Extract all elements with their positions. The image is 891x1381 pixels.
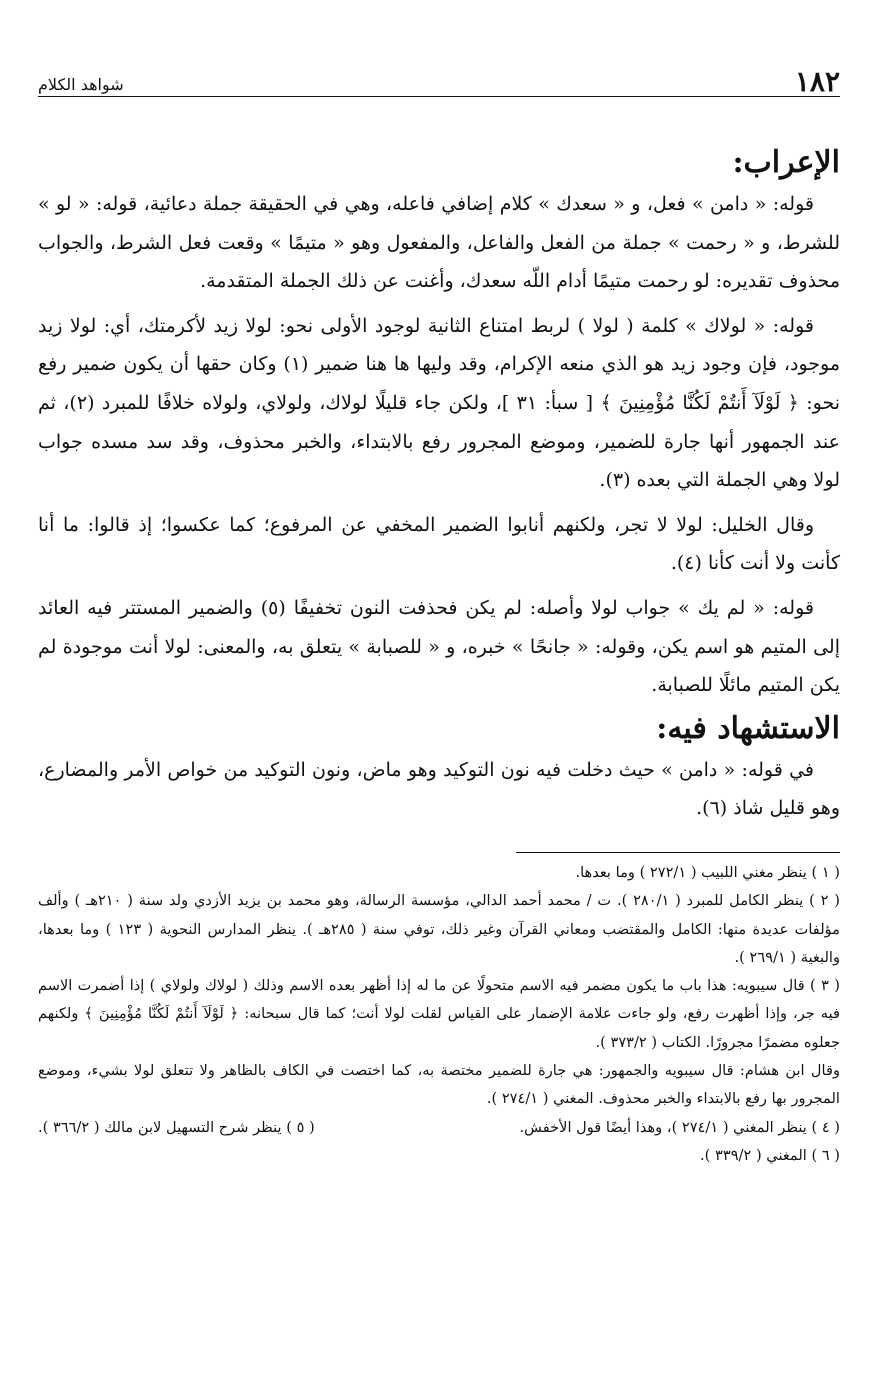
footnote-4: ( ٤ ) ينظر المغني ( ٢٧٤/١ )، وهذا أيضًا قول الأخفش. [519,1118,840,1136]
istishhad-paragraph-1: في قوله: « دامن » حيث دخلت فيه نون التوكيد وهو ماض، ونون التوكيد من خواص الأمر والمضارع، وهو قليل شاذ (٦). [38,758,840,820]
irab-paragraph-3: وقال الخليل: لولا لا تجر، ولكنهم أنابوا الضمير المخفي عن المرفوع؛ كما عكسوا؛ إذ قالوا: ما أنا كأنت ولا أنت كأنا (٤). [38,513,840,575]
section-heading-istishhad: الاستشهاد فيه: [656,710,840,746]
footnote-row-4-5 [38,1114,840,1142]
page-number: ١٨٢ [794,65,840,98]
footnote-5: ( ٥ ) ينظر شرح التسهيل لابن مالك ( ٣٦٦/٢ ). [38,1118,315,1136]
footnote-3: ( ٣ ) قال سيبويه: هذا باب ما يكون مضمر فيه الاسم متحولًا عن ما له إذا أظهر بعده الاسم وذلك ( لولاك ولولاي ) إذا أضمرت الاسم فيه جر، وإذا أظهرت رفع، ولو جاءت علامة الإضمار على القياس لقلت لولا أنت؛ كما قال سبحانه: ﴿ لَوْلَآ أَنتُمْ لَكُنَّا مُؤْمِنِينَ ﴾ ولكنهم جعلوه مضمرًا مجرورًا. الكتاب ( ٣٧٣/٢ ). [38,977,840,1051]
irab-paragraph-1: قوله: « دامن » فعل، و « سعدك » كلام إضافي فاعله، وهي في الحقيقة جملة دعائية، قوله: « لو » للشرط، و « رحمت » جملة من الفعل والفاعل، والمفعول وهو « متيمًا » وقعت فعل الشرط، والجواب محذوف تقديره: لو رحمت متيمًا أدام اللّه سعدك، وأغنت عن ذلك الجملة المتقدمة. [38,193,840,293]
footnote-separator [516,852,840,853]
section-heading-irab: الإعراب: [732,145,840,180]
irab-paragraph-2: قوله: « لولاك » كلمة ( لولا ) لربط امتناع الثانية لوجود الأولى نحو: لولا زيد لأكرمتك، أي: لولا زيد موجود، فإن وجود زيد هو الذي منعه الإكرام، وقد وليها ها هنا ضمير (١) وكان حقها أن يكون ضمير رفع نحو: ﴿ لَوْلَآ أَنتُمْ لَكُنَّا مُؤْمِنِينَ ﴾ [ سبأ: ٣١ ]، ولكن جاء قليلًا لولاك، ولولاي، ولولاه خلافًا للمبرد (٢)، ثم عند الجمهور أنها جارة للضمير، وموضع المجرور رفع بالابتداء، والخبر محذوف، وقد سد مسده جواب لولا وهي الجملة التي بعده (٣). [38,314,840,492]
footnote-2: ( ٢ ) ينظر الكامل للمبرد ( ٢٨٠/١ ). ت / محمد أحمد الدالي، مؤسسة الرسالة، وهو محمد بن يزيد الأزدي ولد سنة ( ٢١٠هـ ) وألف مؤلفات عديدة منها: الكامل والمقتضب ومعاني القرآن وغير ذلك، توفي سنة ( ٢٨٥هـ ). ينظر المدارس النحوية ( ١٢٣ ) وما بعدها، والبغية ( ٢٦٩/١ ). [38,892,840,966]
footnote-6: ( ٦ ) المغني ( ٣٣٩/٢ ). [700,1146,840,1164]
page-header [38,60,840,97]
irab-paragraph-4: قوله: « لم يك » جواب لولا وأصله: لم يكن فحذفت النون تخفيفًا (٥) والضمير المستتر فيه العائد إلى المتيم هو اسم يكن، وقوله: « جانحًا » خبره، و « للصبابة » يتعلق به، والمعنى: لولا أنت موجودة لم يكن المتيم مائلًا للصبابة. [38,596,840,697]
book-page [38,60,840,1170]
footnote-1: ( ١ ) ينظر مغني اللبيب ( ٢٧٢/١ ) وما بعدها. [575,863,840,881]
footnotes [38,859,840,1170]
running-title: شواهد الكلام [38,74,124,94]
footnote-3-continued: وقال ابن هشام: قال سيبويه والجمهور: هي جارة للضمير مختصة به، كما اختصت في الكاف بالظاهر ولا تتعلق لولا بشيء، وموضع المجرور بها رفع بالابتداء والخبر محذوف. المغني ( ٢٧٤/١ ). [38,1061,840,1108]
